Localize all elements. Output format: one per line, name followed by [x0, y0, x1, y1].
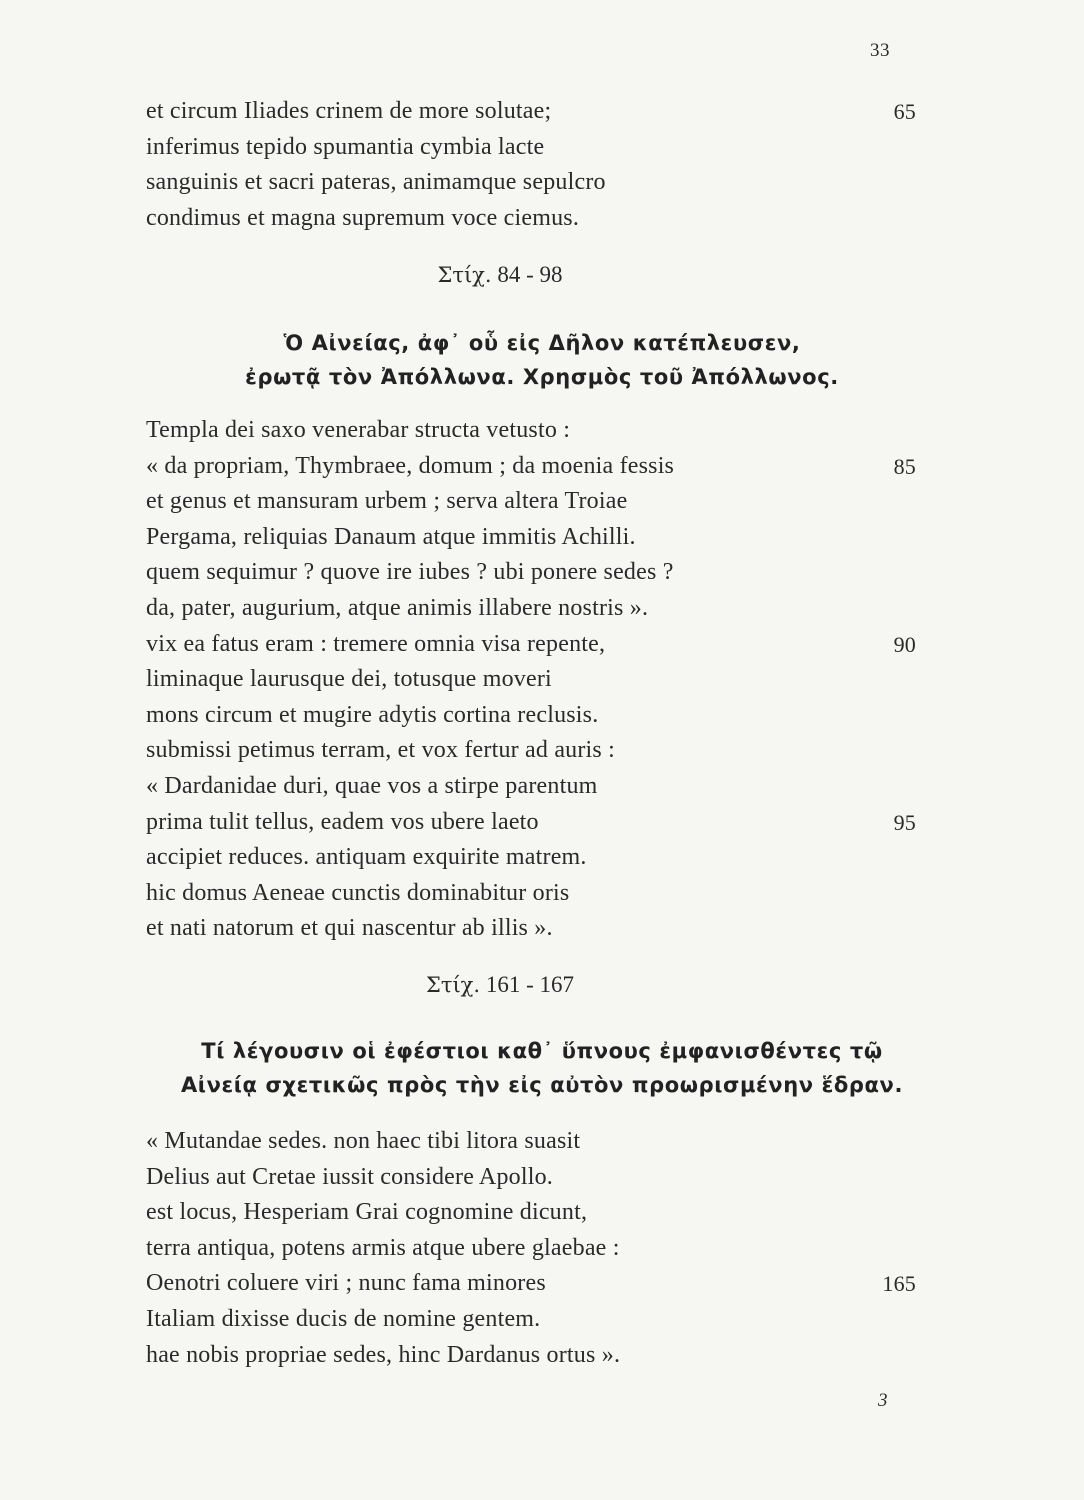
verse-line: et circum Iliades crinem de more solutae; 65 — [146, 94, 926, 130]
verse-line: submissi petimus terram, et vox fertur ad auris : — [146, 737, 616, 764]
verse-line: da, pater, augurium, atque animis illabere nostris ». — [146, 594, 649, 621]
verse-line: Oenotri coluere viri ; nunc fama minores 165 — [146, 1266, 926, 1302]
verse-line: accipiet reduces. antiquam exquirite matrem. — [146, 844, 587, 871]
verse-line: hae nobis propriae sedes, hinc Dardanus ortus ». — [146, 1341, 621, 1368]
verse-line: quem sequimur ? quove ire iubes ? ubi ponere sedes ? — [146, 559, 674, 586]
verse-line: terra antiqua, potens armis atque ubere glaebae : — [146, 1234, 620, 1261]
line-number: 65 — [893, 99, 916, 124]
heading-line: Αἰνείᾳ σχετικῶς πρὸς τὴν εἰς αὐτὸν προωρισμένην ἕδραν. — [180, 1073, 904, 1097]
verse-line: « Dardanidae duri, quae vos a stirpe parentum — [146, 772, 598, 799]
verse-line: mons circum et mugire adytis cortina reclusis. — [146, 701, 599, 728]
verse-reference-1 — [0, 262, 1000, 288]
verse-reference-label: Στίχ. — [437, 263, 492, 287]
section-heading-1 — [0, 326, 1084, 394]
verse-reference-2 — [0, 972, 1000, 998]
verse-line: est locus, Hesperiam Grai cognomine dicunt, — [146, 1199, 588, 1226]
heading-line: Τί λέγουσιν οἱ ἐφέστιοι καθ᾽ ὕπνους ἐμφανισθέντες τῷ — [201, 1039, 883, 1063]
verse-line: vix ea fatus eram : tremere omnia visa repente, 90 — [146, 627, 926, 663]
verse-line: sanguinis et sacri pateras, animamque sepulcro — [146, 169, 606, 196]
verse-line: et genus et mansuram urbem ; serva altera Troiae — [146, 488, 628, 515]
signature-mark: 3 — [878, 1390, 888, 1411]
verse-line: Italiam dixisse ducis de nomine gentem. — [146, 1305, 541, 1332]
line-number: 90 — [893, 631, 916, 657]
verse-line: « da propriam, Thymbraee, domum ; da moenia fessis 85 — [146, 449, 926, 485]
verse-line: « Mutandae sedes. non haec tibi litora suasit — [146, 1128, 581, 1154]
verse-line: Delius aut Cretae iussit considere Apollo. — [146, 1163, 553, 1190]
verse-line: prima tulit tellus, eadem vos ubere laeto 95 — [146, 805, 926, 841]
verse-line: liminaque laurusque dei, totusque moveri — [146, 666, 552, 693]
line-number: 95 — [893, 809, 916, 835]
verse-block-3 — [146, 1124, 926, 1373]
page-number: 33 — [870, 40, 890, 61]
verse-block-1 — [146, 94, 926, 236]
verse-line: inferimus tepido spumantia cymbia lacte — [146, 133, 545, 160]
verse-line: hic domus Aeneae cunctis dominabitur oris — [146, 879, 570, 906]
line-number: 85 — [893, 453, 916, 479]
heading-line: Ὁ Αἰνείας, ἀφ᾽ οὗ εἰς Δῆλον κατέπλευσεν, — [283, 331, 801, 355]
verse-line: Pergama, reliquias Danaum atque immitis Achilli. — [146, 523, 636, 550]
verse-reference-label: Στίχ. — [425, 973, 481, 997]
verse-reference-range: 161 - 167 — [485, 972, 575, 997]
line-number: 165 — [882, 1271, 916, 1297]
verse-line: et nati natorum et qui nascentur ab illis ». — [146, 915, 553, 942]
section-heading-2 — [0, 1034, 1084, 1102]
verse-line: Templa dei saxo venerabar structa vetusto : — [146, 417, 571, 443]
verse-reference-range: 84 - 98 — [497, 262, 563, 287]
heading-line: ἐρωτᾷ τὸν Ἀπόλλωνα. Χρησμὸς τοῦ Ἀπόλλωνος. — [245, 365, 839, 389]
verse-line: condimus et magna supremum voce ciemus. — [146, 204, 580, 231]
verse-block-2 — [146, 413, 926, 947]
